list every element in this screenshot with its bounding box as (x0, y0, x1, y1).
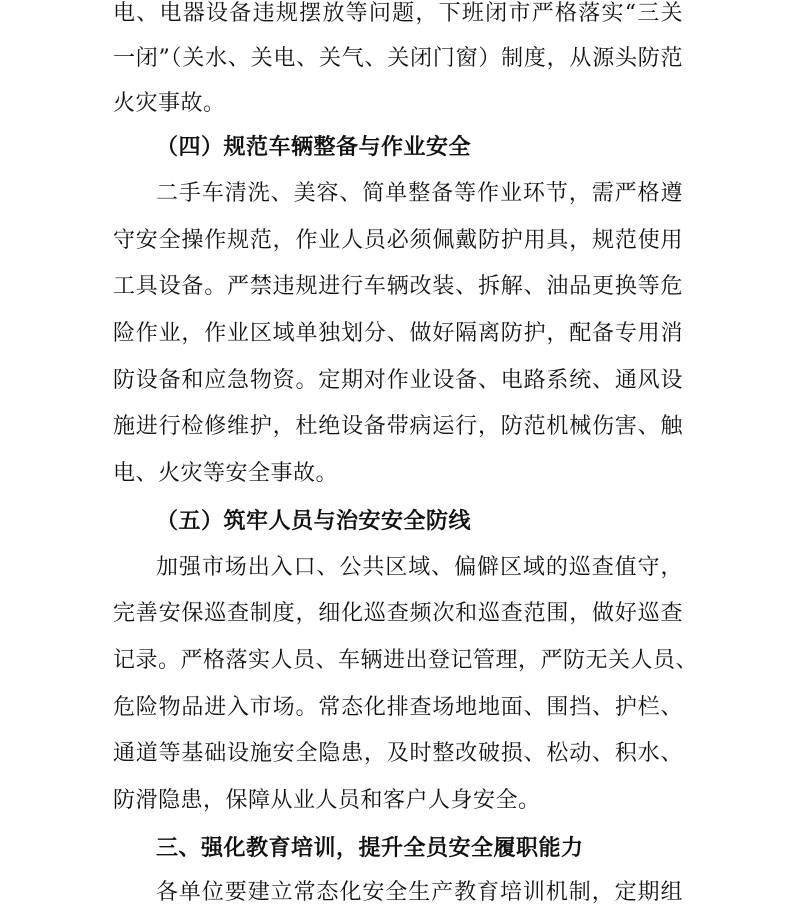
paragraph-line: 工具设备。严禁违规进行车辆改装、拆解、油品更换等危 (113, 274, 683, 299)
paragraph-line: 电、火灾等安全事故。 (113, 461, 339, 486)
paragraph-line: 守安全操作规范，作业人员必须佩戴防护用具，规范使用 (113, 228, 683, 253)
paragraph-line: 二手车清洗、美容、简单整备等作业环节，需严格遵 (156, 181, 683, 206)
paragraph-line: 施进行检修维护，杜绝设备带病运行，防范机械伤害、触 (113, 414, 683, 439)
paragraph-line: 电、电器设备违规摆放等问题，下班闭市严格落实“三关 (113, 1, 683, 26)
paragraph-line: 防滑隐患，保障从业人员和客户人身安全。 (113, 788, 541, 813)
section-heading-5: （五）筑牢人员与治安安全防线 (156, 509, 472, 534)
paragraph-line: 各单位要建立常态化安全生产教育培训机制，定期组 (156, 880, 683, 905)
paragraph-line: 加强市场出入口、公共区域、偏僻区域的巡查值守， (156, 555, 683, 580)
paragraph-line: 火灾事故。 (113, 91, 226, 116)
section-heading-3: 三、强化教育培训，提升全员安全履职能力 (156, 836, 584, 861)
paragraph-line: 危险物品进入市场。常态化排查场地地面、围挡、护栏、 (113, 695, 683, 720)
paragraph-line: 一闭”（关水、关电、关气、关闭门窗）制度，从源头防范 (113, 46, 683, 71)
paragraph-line: 记录。严格落实人员、车辆进出登记管理，严防无关人员、 (113, 648, 699, 673)
paragraph-line: 完善安保巡查制度，细化巡查频次和巡查范围，做好巡查 (113, 601, 683, 626)
paragraph-line: 通道等基础设施安全隐患，及时整改破损、松动、积水、 (113, 741, 683, 766)
paragraph-line: 防设备和应急物资。定期对作业设备、电路系统、通风设 (113, 368, 683, 393)
paragraph-line: 险作业，作业区域单独划分、做好隔离防护，配备专用消 (113, 321, 683, 346)
section-heading-4: （四）规范车辆整备与作业安全 (156, 135, 472, 160)
